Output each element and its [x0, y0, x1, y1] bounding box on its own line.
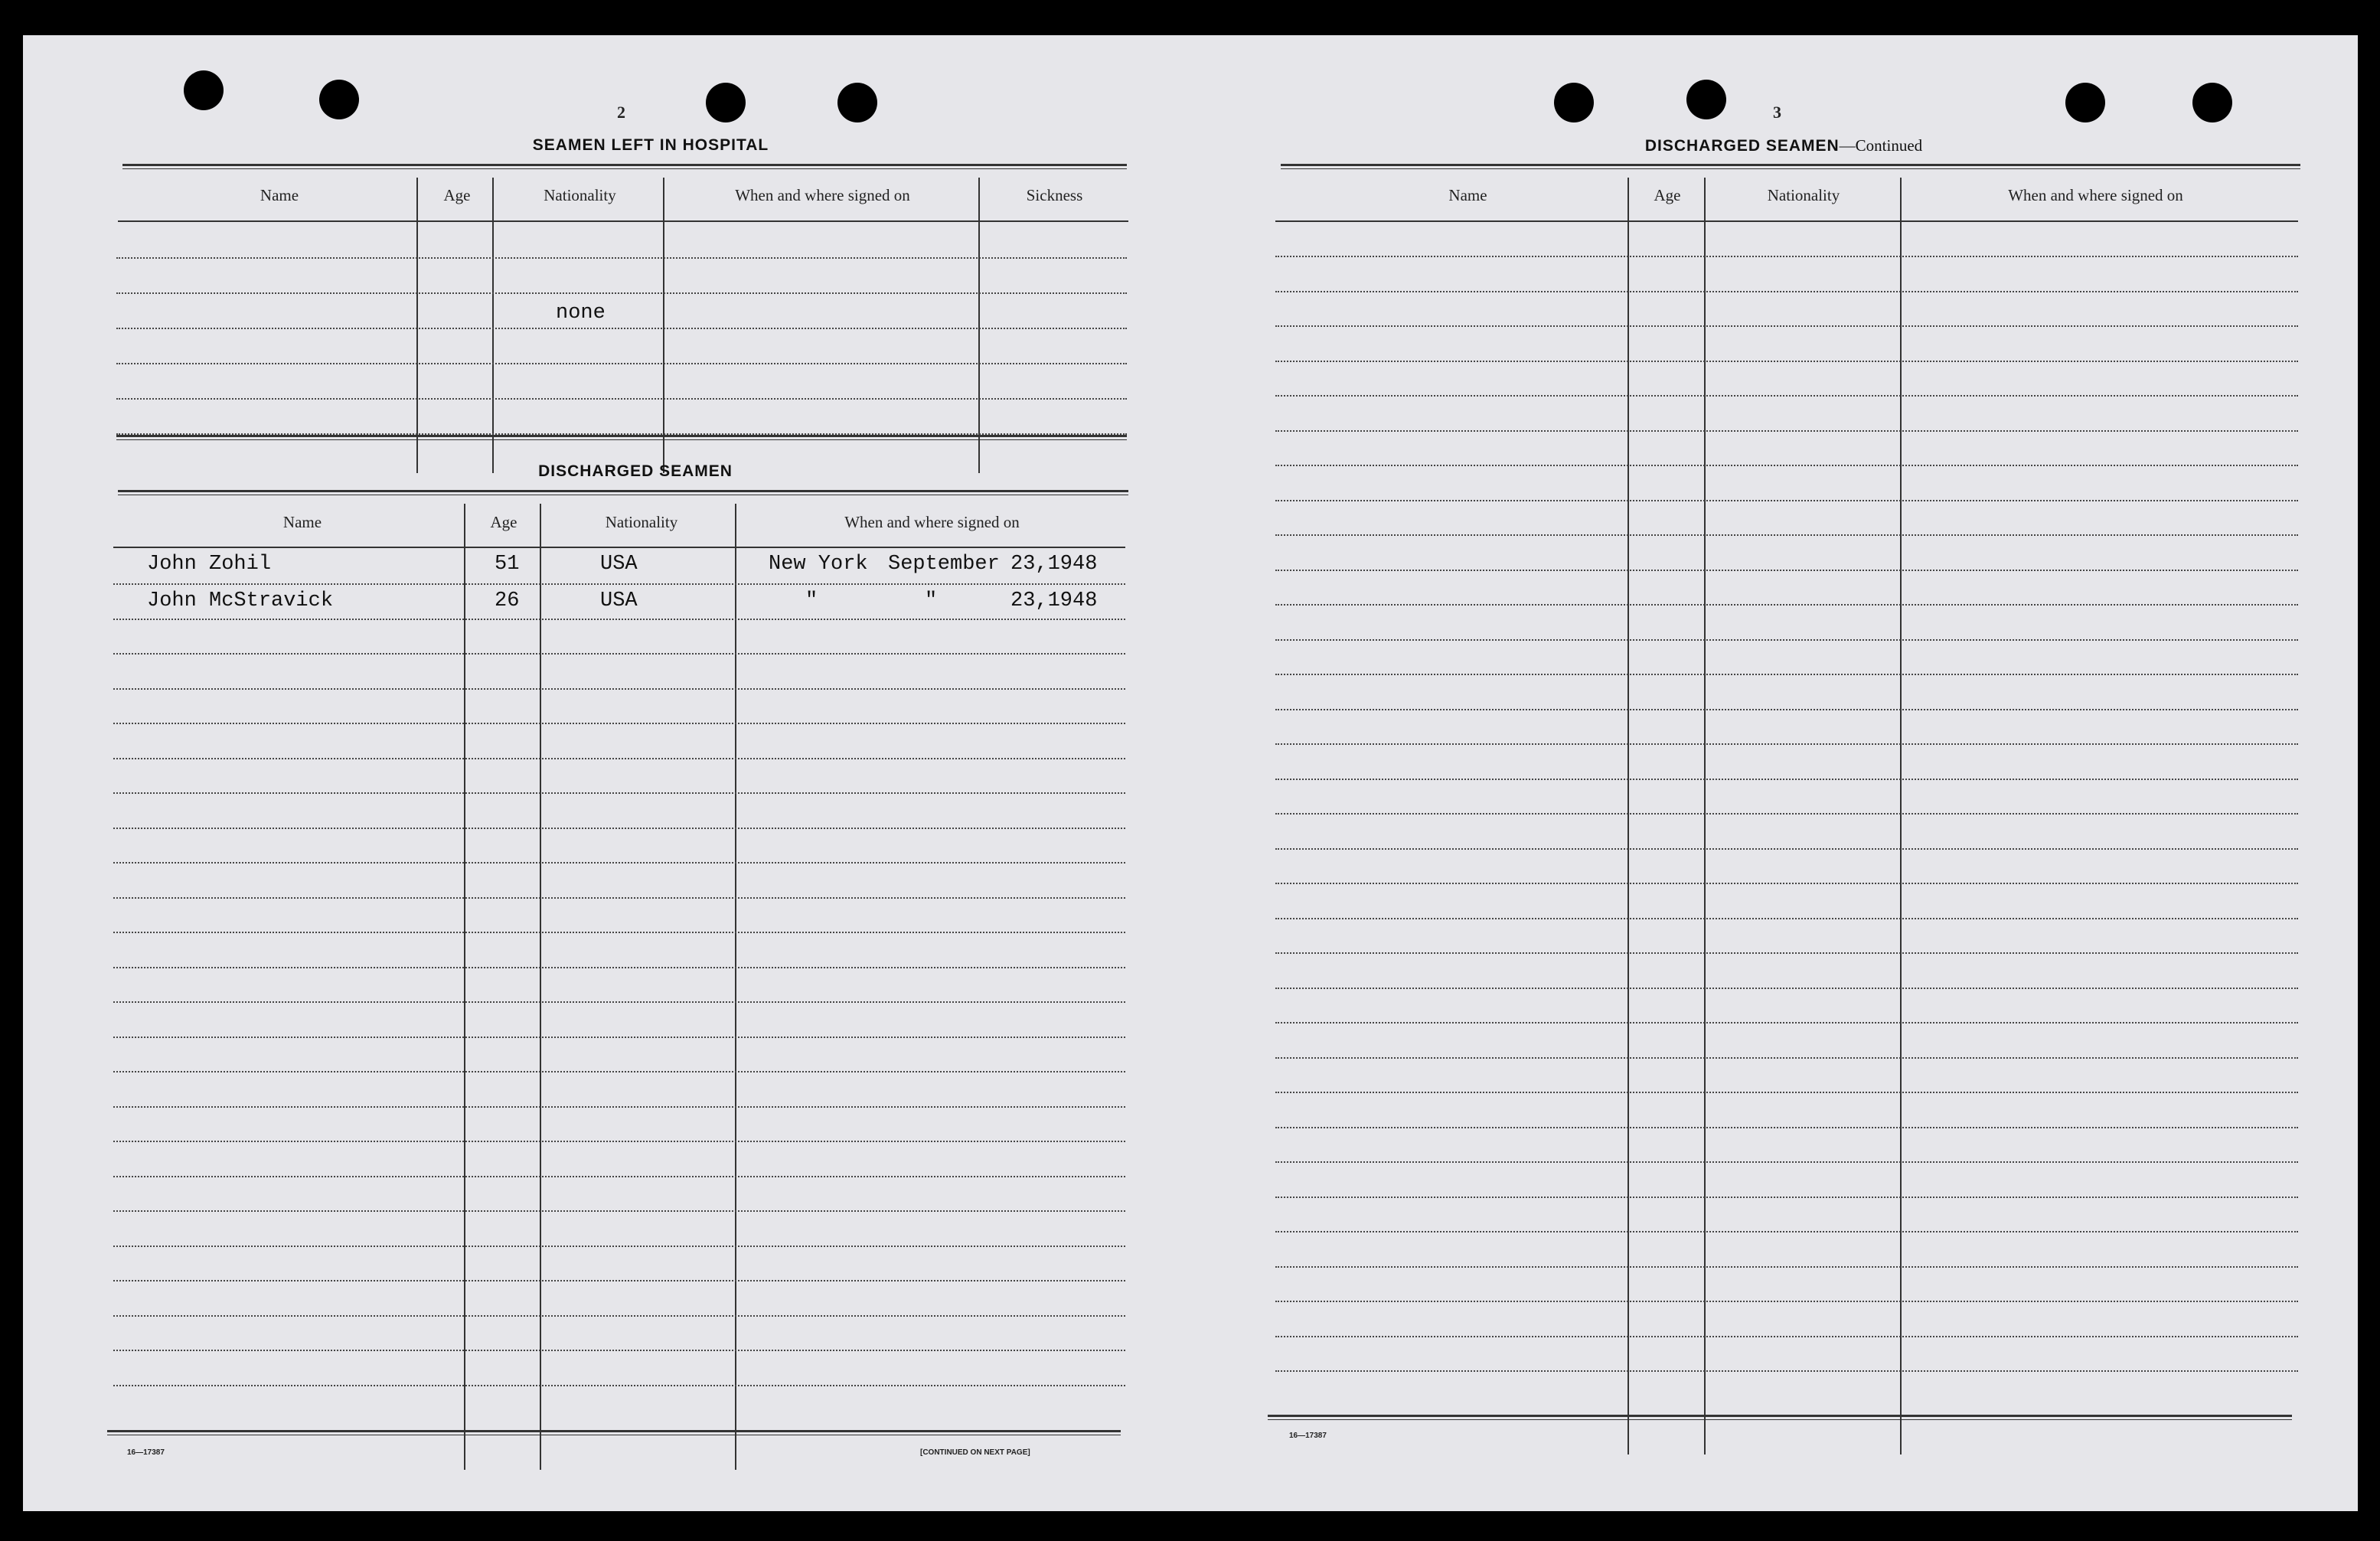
punch-hole	[2192, 83, 2232, 122]
ruled-line	[1275, 918, 2298, 919]
ruled-line	[113, 1071, 1125, 1072]
ruled-line	[116, 292, 1127, 294]
right-bottom-rule	[1268, 1415, 2292, 1420]
right-top-rule	[1281, 164, 2300, 169]
ruled-line	[113, 1176, 1125, 1177]
discharged-column-line	[735, 504, 736, 1470]
hospital-header-name: Name	[260, 186, 299, 204]
ruled-line	[1275, 1301, 2298, 1302]
ruled-line	[1275, 570, 2298, 571]
page-number-right: 3	[1773, 103, 1781, 122]
ruled-line	[113, 1315, 1125, 1317]
ruled-line	[1275, 1127, 2298, 1128]
ruled-line	[1275, 291, 2298, 292]
discharged-header-nationality: Nationality	[605, 513, 678, 531]
punch-hole	[837, 83, 877, 122]
entry-age: 26	[495, 589, 520, 612]
ruled-line	[113, 1280, 1125, 1281]
ruled-line	[113, 723, 1125, 724]
ruled-line	[113, 967, 1125, 968]
ruled-line	[113, 897, 1125, 899]
ruled-line	[113, 1037, 1125, 1038]
ruled-line	[1275, 1161, 2298, 1163]
ruled-line	[1275, 361, 2298, 362]
ruled-line	[1275, 709, 2298, 710]
right-column-line	[1627, 178, 1629, 1454]
ruled-line	[113, 1106, 1125, 1108]
hospital-header-rule	[118, 220, 1128, 222]
ruled-line	[113, 619, 1125, 620]
continued-note: [CONTINUED ON NEXT PAGE]	[920, 1448, 1030, 1457]
entry-place: "	[805, 589, 818, 612]
hospital-bottom-rule	[116, 435, 1127, 440]
ruled-line	[1275, 883, 2298, 884]
discharged-top-rule	[118, 490, 1128, 495]
ruled-line	[1275, 813, 2298, 815]
right-header-rule	[1275, 220, 2298, 222]
right-header-signed-on: When and where signed on	[2008, 186, 2183, 204]
discharged-bottom-rule	[107, 1430, 1121, 1435]
ruled-line	[113, 758, 1125, 759]
ruled-line	[1275, 430, 2298, 432]
right-column-line	[1900, 178, 1902, 1454]
hospital-top-rule	[122, 164, 1127, 169]
punch-hole	[1686, 80, 1726, 119]
ruled-line	[1275, 988, 2298, 989]
punch-hole	[319, 80, 359, 119]
ruled-line	[113, 688, 1125, 690]
ruled-line	[113, 1141, 1125, 1142]
entry-month: "	[925, 589, 938, 612]
ruled-line	[1275, 1370, 2298, 1372]
punch-hole	[184, 70, 224, 110]
ruled-line	[113, 1246, 1125, 1247]
ruled-line	[1275, 952, 2298, 954]
entry-date: 23,1948	[1010, 589, 1098, 612]
ruled-line	[1275, 1231, 2298, 1232]
ruled-line	[1275, 639, 2298, 641]
right-header-age: Age	[1654, 186, 1681, 204]
hospital-header-nationality: Nationality	[544, 186, 616, 204]
hospital-none-entry: none	[556, 302, 606, 325]
punch-hole	[2065, 83, 2105, 122]
ruled-line	[1275, 743, 2298, 745]
discharged-section-title: DISCHARGED SEAMEN	[538, 462, 733, 480]
ruled-line	[1275, 465, 2298, 466]
entry-place: New York	[769, 553, 868, 576]
ruled-line	[1275, 1336, 2298, 1337]
ruled-line	[1275, 325, 2298, 327]
entry-date: 23,1948	[1010, 553, 1098, 576]
ruled-line	[113, 932, 1125, 933]
discharged-header-name: Name	[282, 513, 322, 531]
punch-hole	[1554, 83, 1594, 122]
ruled-line	[113, 792, 1125, 794]
continued-section-title	[1539, 136, 2029, 155]
continued-title-suffix: —Continued	[1839, 136, 1923, 155]
entry-name: John McStravick	[147, 589, 334, 612]
ruled-line	[113, 828, 1125, 829]
hospital-section-title: SEAMEN LEFT IN HOSPITAL	[532, 136, 769, 154]
discharged-column-line	[464, 504, 465, 1470]
discharged-header-age: Age	[490, 513, 517, 531]
hospital-header-sickness: Sickness	[1026, 186, 1083, 204]
right-column-line	[1704, 178, 1706, 1454]
ruled-line	[116, 363, 1127, 364]
ruled-line	[113, 1385, 1125, 1386]
continued-title-main: DISCHARGED SEAMEN	[1644, 137, 1840, 155]
ruled-line	[113, 1210, 1125, 1212]
ruled-line	[113, 653, 1125, 655]
ruled-line	[113, 862, 1125, 864]
ruled-line	[1275, 604, 2298, 606]
ruled-line	[1275, 1057, 2298, 1059]
ruled-line	[1275, 1022, 2298, 1024]
document-sheet	[23, 35, 2358, 1511]
ruled-line	[1275, 395, 2298, 397]
right-header-name: Name	[1448, 186, 1487, 204]
discharged-header-rule	[113, 547, 1125, 548]
right-header-nationality: Nationality	[1767, 186, 1840, 204]
entry-name: John Zohil	[147, 553, 272, 576]
ruled-line	[1275, 674, 2298, 675]
ruled-line	[1275, 848, 2298, 850]
ruled-line	[1275, 779, 2298, 780]
ruled-line	[116, 257, 1127, 259]
ruled-line	[116, 398, 1127, 400]
ruled-line	[1275, 500, 2298, 501]
entry-age: 51	[495, 553, 520, 576]
entry-nationality: USA	[600, 553, 638, 576]
hospital-header-signed-on: When and where signed on	[735, 186, 910, 204]
page-number-left: 2	[617, 103, 625, 122]
ruled-line	[1275, 1092, 2298, 1093]
ruled-line	[113, 1001, 1125, 1003]
ruled-line	[116, 328, 1127, 329]
discharged-header-signed-on: When and where signed on	[844, 513, 1020, 531]
hospital-header-age: Age	[443, 186, 471, 204]
entry-nationality: USA	[600, 589, 638, 612]
ruled-line	[1275, 1197, 2298, 1198]
punch-hole	[706, 83, 746, 122]
form-number-left: 16—17387	[127, 1448, 165, 1457]
ruled-line	[113, 583, 1125, 585]
ruled-line	[1275, 1266, 2298, 1268]
entry-month: September	[888, 553, 1000, 576]
form-number-right: 16—17387	[1289, 1432, 1327, 1440]
ruled-line	[113, 1350, 1125, 1351]
discharged-column-line	[540, 504, 541, 1470]
ruled-line	[1275, 534, 2298, 536]
ruled-line	[1275, 256, 2298, 257]
